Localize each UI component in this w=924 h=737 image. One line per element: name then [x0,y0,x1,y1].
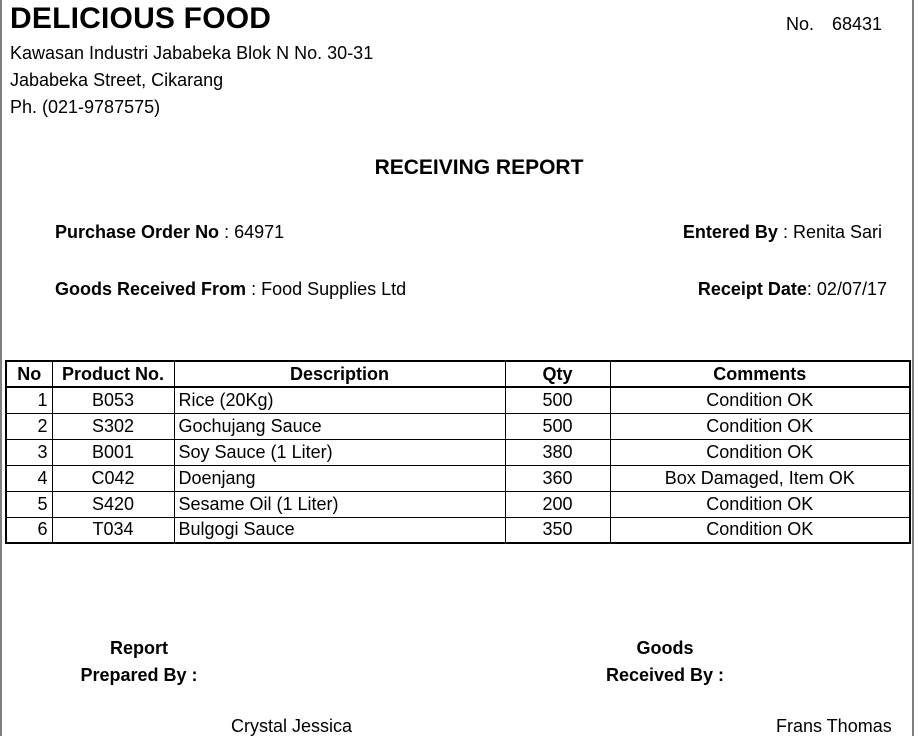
entered-by-label: Entered By [682,222,778,242]
cell-no: 3 [6,439,52,465]
header-qty: Qty [505,361,610,387]
cell-qty: 360 [505,465,610,491]
table-row [6,413,910,439]
cell-qty: 500 [505,413,610,439]
cell-description: Soy Sauce (1 Liter) [174,439,505,465]
table-row [6,465,910,491]
cell-qty: 500 [505,387,610,413]
received-label-line1: Goods [636,638,694,658]
company-phone: Ph. (021-9787575) [10,97,161,117]
cell-qty: 350 [505,517,610,543]
header-no: No [6,361,52,387]
prepared-by-name: Crystal Jessica [231,716,353,736]
entered-by-value: : Renita Sari [782,222,882,242]
company-address-line1: Kawasan Industri Jababeka Blok N No. 30-31 [10,43,374,63]
document-number-label: No. [786,14,815,34]
cell-description: Doenjang [174,465,505,491]
cell-no: 4 [6,465,52,491]
receipt-date-value: : 02/07/17 [806,279,887,299]
cell-product-no: B053 [52,387,174,413]
prepared-label-line2: Prepared By : [80,665,198,685]
cell-description: Sesame Oil (1 Liter) [174,491,505,517]
table-header-row [6,361,910,387]
header-product-no: Product No. [52,361,174,387]
cell-product-no: C042 [52,465,174,491]
document-number [786,14,882,35]
goods-received-from-label: Goods Received From [55,279,247,299]
cell-comments: Condition OK [610,491,910,517]
company-address-line2: Jababeka Street, Cikarang [10,70,224,90]
cell-comments: Condition OK [610,413,910,439]
header-description: Description [174,361,505,387]
received-label-line2: Received By : [605,665,725,685]
report-title: RECEIVING REPORT [374,156,584,179]
table-row [6,517,910,543]
cell-product-no: T034 [52,517,174,543]
goods-received-by-label [590,635,740,689]
prepared-label-line1: Report [110,638,168,658]
header-comments: Comments [610,361,910,387]
cell-qty: 200 [505,491,610,517]
purchase-order-value: : 64971 [224,222,285,242]
receipt-date-label: Receipt Date [697,279,807,299]
received-by-name: Frans Thomas [776,716,892,736]
cell-product-no: B001 [52,439,174,465]
document-number-value: 68431 [832,14,883,34]
cell-comments: Condition OK [610,517,910,543]
cell-no: 1 [6,387,52,413]
purchase-order-label: Purchase Order No [55,222,220,242]
company-name: DELICIOUS FOOD [10,2,272,35]
table-row [6,387,910,413]
cell-no: 2 [6,413,52,439]
goods-received-from [55,279,406,300]
receipt-date [698,279,887,300]
cell-comments: Box Damaged, Item OK [610,465,910,491]
cell-comments: Condition OK [610,387,910,413]
cell-product-no: S302 [52,413,174,439]
report-prepared-by-label [64,635,214,689]
entered-by [683,222,882,243]
cell-comments: Condition OK [610,439,910,465]
cell-description: Gochujang Sauce [174,413,505,439]
cell-description: Rice (20Kg) [174,387,505,413]
cell-qty: 380 [505,439,610,465]
cell-no: 6 [6,517,52,543]
items-table [5,360,911,544]
cell-no: 5 [6,491,52,517]
cell-product-no: S420 [52,491,174,517]
cell-description: Bulgogi Sauce [174,517,505,543]
goods-received-from-value: : Food Supplies Ltd [251,279,407,299]
purchase-order [55,222,284,243]
table-row [6,439,910,465]
table-row [6,491,910,517]
